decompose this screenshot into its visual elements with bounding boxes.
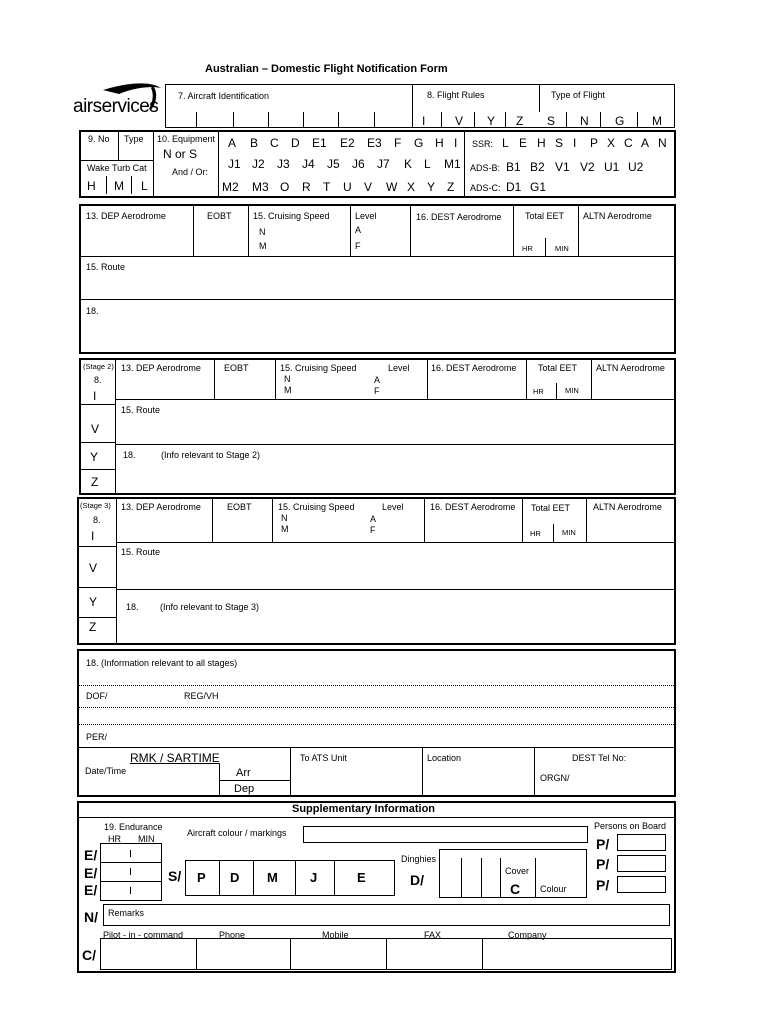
per-label: PER/	[86, 732, 108, 742]
and-or-label: And / Or:	[172, 167, 209, 177]
survival-e[interactable]: E	[357, 870, 366, 885]
s3-level-label: Level	[382, 502, 404, 512]
equip-v[interactable]: V	[364, 180, 373, 194]
fax-label: FAX	[424, 930, 442, 940]
remarks-label: Remarks	[108, 908, 145, 918]
ssr-x[interactable]: X	[607, 136, 616, 150]
to-ats-label: To ATS Unit	[300, 753, 347, 763]
s2-rule-v[interactable]: V	[91, 422, 100, 436]
d-slash: D/	[410, 872, 424, 888]
s1-route-label: 15. Route	[86, 262, 126, 272]
adsb-v2[interactable]: V2	[580, 160, 595, 174]
wake-h[interactable]: H	[87, 179, 96, 193]
equip-g[interactable]: G	[414, 136, 424, 150]
s3-m[interactable]: M	[281, 524, 289, 534]
ssr-l[interactable]: L	[502, 136, 509, 150]
s1-a[interactable]: A	[355, 225, 362, 235]
s3-route-label: 15. Route	[121, 547, 161, 557]
s3-hr: HR	[530, 529, 541, 538]
s3-rule-i[interactable]: I	[91, 529, 95, 543]
survival-p[interactable]: P	[197, 870, 206, 885]
s1-f[interactable]: F	[355, 241, 361, 251]
wake-m[interactable]: M	[114, 179, 124, 193]
equip-j2[interactable]: J2	[252, 157, 265, 171]
s2-speed-label: 15. Cruising Speed	[280, 363, 357, 373]
ssr-s[interactable]: S	[555, 136, 564, 150]
p-slash-1: P/	[596, 836, 610, 852]
equip-m1[interactable]: M1	[444, 157, 461, 171]
s3-rule-y[interactable]: Y	[89, 595, 98, 609]
n-or-s[interactable]: N or S	[163, 147, 198, 161]
s1-dest-label: 16. DEST Aerodrome	[416, 212, 502, 222]
rule-z[interactable]: Z	[516, 114, 524, 128]
rule-v[interactable]: V	[455, 114, 464, 128]
ssr-h[interactable]: H	[537, 136, 546, 150]
e-slash-3: E/	[84, 882, 98, 898]
regvh-label: REG/VH	[184, 691, 219, 701]
persons-label: Persons on Board	[594, 821, 667, 831]
equip-d[interactable]: D	[291, 136, 300, 150]
equip-j7[interactable]: J7	[377, 157, 390, 171]
dest-tel-label: DEST Tel No:	[572, 753, 627, 763]
colour-label: Colour	[540, 884, 567, 894]
adsb-label: ADS-B:	[470, 163, 501, 173]
s2-rule-z[interactable]: Z	[91, 475, 99, 489]
type-s[interactable]: S	[547, 114, 556, 128]
endurance-box	[100, 843, 162, 901]
dof-label: DOF/	[86, 691, 108, 701]
equip-t[interactable]: T	[323, 180, 331, 194]
ssr-label: SSR:	[472, 139, 494, 149]
s2-info-label: (Info relevant to Stage 2)	[161, 450, 261, 460]
s3-rule-z[interactable]: Z	[89, 620, 97, 634]
s1-eet-label: Total EET	[525, 211, 565, 221]
n-slash: N/	[84, 909, 98, 925]
equip-b[interactable]: B	[250, 136, 259, 150]
s2-eet-label: Total EET	[538, 363, 578, 373]
type-label: Type	[124, 134, 144, 144]
all-stages-label: 18. (Information relevant to all stages)	[86, 658, 238, 668]
cover-c[interactable]: C	[510, 881, 521, 897]
rule-i[interactable]: I	[422, 114, 426, 128]
survival-d[interactable]: D	[230, 870, 240, 885]
dep-label[interactable]: Dep	[234, 783, 255, 795]
arr-label[interactable]: Arr	[236, 767, 251, 779]
s1-n[interactable]: N	[259, 227, 266, 237]
stage1-box	[79, 204, 676, 354]
s2-eobt-label: EOBT	[224, 363, 249, 373]
s3-dep-label: 13. DEP Aerodrome	[121, 502, 201, 512]
equip-o[interactable]: O	[280, 180, 290, 194]
equip-k[interactable]: K	[404, 157, 413, 171]
pilot-label: Pilot - in - command	[103, 930, 184, 940]
p-slash-3: P/	[596, 877, 610, 893]
all-stages-box	[77, 649, 676, 797]
e-slash-1: E/	[84, 847, 98, 863]
s1-m[interactable]: M	[259, 241, 267, 251]
equip-w[interactable]: W	[386, 180, 398, 194]
adsb-u1[interactable]: U1	[604, 160, 620, 174]
equip-m2[interactable]: M2	[222, 180, 239, 194]
s1-dep-label: 13. DEP Aerodrome	[86, 211, 166, 221]
s2-min: MIN	[565, 386, 579, 395]
equip-u[interactable]: U	[343, 180, 352, 194]
s1-altn-label: ALTN Aerodrome	[583, 211, 652, 221]
s1-level-label: Level	[355, 211, 377, 221]
s3-dest-label: 16. DEST Aerodrome	[430, 502, 516, 512]
equip-c[interactable]: C	[270, 136, 279, 150]
s1-speed-label: 15. Cruising Speed	[253, 211, 330, 221]
ssr-n[interactable]: N	[658, 136, 667, 150]
aircraft-id-label: 7. Aircraft Identification	[178, 91, 270, 101]
s1-min: MIN	[555, 244, 569, 253]
equip-h[interactable]: H	[435, 136, 444, 150]
s3-n[interactable]: N	[281, 513, 288, 523]
equip-e1[interactable]: E1	[312, 136, 327, 150]
adsb-u2[interactable]: U2	[628, 160, 644, 174]
equip-a[interactable]: A	[228, 136, 237, 150]
flight-rules-label: 8. Flight Rules	[427, 90, 485, 100]
s3-eobt-label: EOBT	[227, 502, 252, 512]
s3-speed-label: 15. Cruising Speed	[278, 502, 355, 512]
s3-info-label: (Info relevant to Stage 3)	[160, 602, 260, 612]
adsb-b1[interactable]: B1	[506, 160, 521, 174]
endurance-min: MIN	[138, 834, 155, 844]
rule-y[interactable]: Y	[487, 114, 496, 128]
equip-x[interactable]: X	[407, 180, 416, 194]
datetime-label: Date/Time	[85, 766, 127, 776]
s1-item18-label: 18.	[86, 306, 99, 316]
type-n[interactable]: N	[580, 114, 589, 128]
type-of-flight-label: Type of Flight	[551, 90, 606, 100]
phone-label: Phone	[219, 930, 246, 940]
cover-label: Cover	[505, 866, 530, 876]
equip-z[interactable]: Z	[447, 180, 455, 194]
s2-f[interactable]: F	[374, 386, 380, 396]
equip-i[interactable]: I	[454, 136, 458, 150]
s2-altn-label: ALTN Aerodrome	[596, 363, 665, 373]
equip-e3[interactable]: E3	[367, 136, 382, 150]
adsc-d1[interactable]: D1	[506, 180, 522, 194]
s2-dep-label: 13. DEP Aerodrome	[121, 363, 201, 373]
rmk-sartime-label: RMK / SARTIME	[130, 751, 220, 765]
remarks-box[interactable]	[103, 904, 670, 926]
equip-y[interactable]: Y	[427, 180, 436, 194]
colour-markings-field[interactable]	[303, 826, 588, 843]
persons-field-3[interactable]	[617, 876, 666, 893]
supp-title: Supplementary Information	[292, 803, 436, 815]
logo-text: airservices	[73, 96, 159, 117]
ssr-p[interactable]: P	[590, 136, 599, 150]
ssr-c[interactable]: C	[624, 136, 633, 150]
dinghies-label: Dinghies	[401, 854, 437, 864]
s2-rule-y[interactable]: Y	[90, 450, 99, 464]
s3-eight: 8.	[93, 515, 101, 525]
equipment-label: 10. Equipment	[157, 134, 216, 144]
survival-m[interactable]: M	[267, 870, 278, 885]
s2-level-label: Level	[388, 363, 410, 373]
type-g[interactable]: G	[615, 114, 625, 128]
equip-e2[interactable]: E2	[340, 136, 355, 150]
persons-field-1[interactable]	[617, 834, 666, 851]
persons-field-2[interactable]	[617, 855, 666, 872]
orgn-label: ORGN/	[540, 773, 570, 783]
s3-min: MIN	[562, 528, 576, 537]
adsc-label: ADS-C:	[470, 183, 501, 193]
s3-item18-label: 18.	[126, 602, 139, 612]
adsb-b2[interactable]: B2	[530, 160, 545, 174]
type-m[interactable]: M	[652, 114, 662, 128]
p-slash-2: P/	[596, 856, 610, 872]
equip-r[interactable]: R	[302, 180, 311, 194]
colour-markings-label: Aircraft colour / markings	[187, 828, 287, 838]
mobile-label: Mobile	[322, 930, 349, 940]
s3-stage-label: (Stage 3)	[80, 501, 111, 510]
s3-a[interactable]: A	[370, 514, 377, 524]
adsb-v1[interactable]: V1	[555, 160, 570, 174]
company-label: Company	[508, 930, 547, 940]
endurance-label: 19. Endurance	[104, 822, 163, 832]
s2-a[interactable]: A	[374, 375, 381, 385]
s3-rule-v[interactable]: V	[89, 561, 98, 575]
equip-j1[interactable]: J1	[228, 157, 241, 171]
survival-j[interactable]: J	[310, 870, 318, 885]
s1-hr: HR	[522, 244, 533, 253]
s-slash: S/	[168, 868, 182, 884]
s2-item18-label: 18.	[123, 450, 136, 460]
equip-j3[interactable]: J3	[277, 157, 290, 171]
s1-eobt-label: EOBT	[207, 211, 232, 221]
ssr-e[interactable]: E	[519, 136, 528, 150]
adsc-g1[interactable]: G1	[530, 180, 547, 194]
form-title: Australian – Domestic Flight Notification Form	[205, 63, 448, 75]
s3-f[interactable]: F	[370, 525, 376, 535]
e-slash-2: E/	[84, 865, 98, 881]
equip-f[interactable]: F	[394, 136, 402, 150]
equip-j5[interactable]: J5	[327, 157, 340, 171]
endurance-hr: HR	[108, 834, 121, 844]
s2-n[interactable]: N	[284, 374, 291, 384]
s3-altn-label: ALTN Aerodrome	[593, 502, 662, 512]
wake-l[interactable]: L	[141, 179, 148, 193]
equip-j6[interactable]: J6	[352, 157, 365, 171]
equip-m3[interactable]: M3	[252, 180, 269, 194]
s2-stage-label: (Stage 2)	[83, 362, 114, 371]
no-label: 9. No	[88, 134, 110, 144]
ssr-i[interactable]: I	[573, 136, 577, 150]
s2-dest-label: 16. DEST Aerodrome	[431, 363, 517, 373]
wake-label: Wake Turb Cat	[87, 163, 147, 173]
equip-l[interactable]: L	[424, 157, 431, 171]
airservices-logo	[73, 82, 163, 122]
s2-eight: 8.	[94, 375, 102, 385]
equip-j4[interactable]: J4	[302, 157, 315, 171]
location-label: Location	[427, 753, 462, 763]
s2-rule-i[interactable]: I	[93, 389, 97, 403]
s2-route-label: 15. Route	[121, 405, 161, 415]
c-slash: C/	[82, 947, 96, 963]
s2-m[interactable]: M	[284, 385, 292, 395]
ssr-a[interactable]: A	[641, 136, 650, 150]
s2-hr: HR	[533, 387, 544, 396]
s3-eet-label: Total EET	[531, 503, 571, 513]
